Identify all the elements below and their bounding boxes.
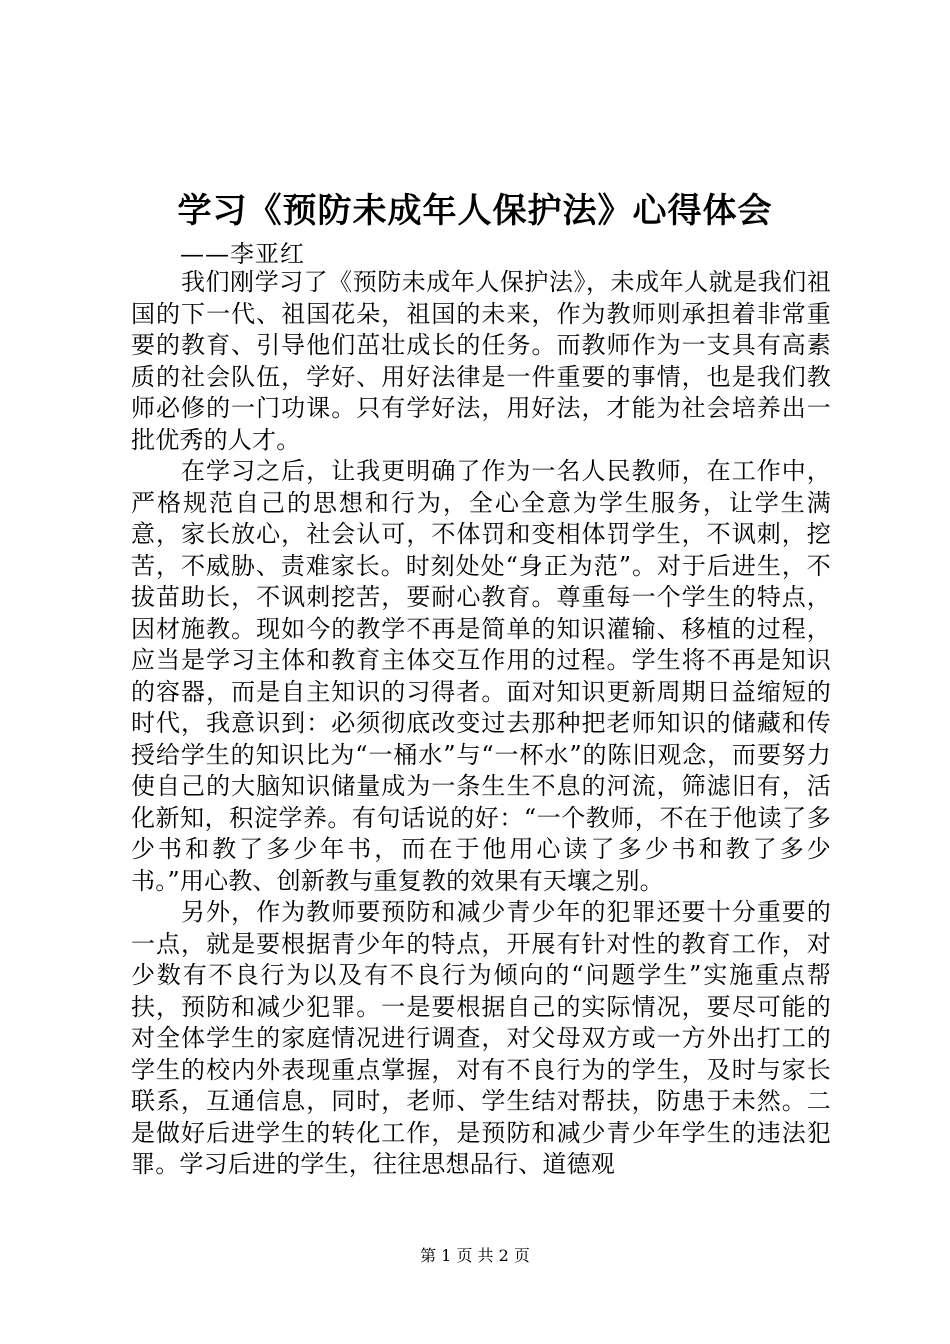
paragraph-2: 在学习之后，让我更明确了作为一名人民教师，在工作中，严格规范自己的思想和行为，全心全意为学生服务，让学生满意，家长放心，社会认可，不体罚和变相体罚学生，不讽刺，挖苦，不威胁、责难家长。时刻处处“身正为范”。对于后进生，不拔苗助长，不讽刺挖苦，要耐心教育。尊重每一个学生的特点，因材施教。现如今的教学不再是简单的知识灌输、移植的过程，应当是学习主体和教育主体交互作用的过程。学生将不再是知识的容器，而是自主知识的习得者。面对知识更新周期日益缩短的时代，我意识到：必须彻底改变过去那种把老师知识的储藏和传授给学生的知识比为“一桶水”与“一杯水”的陈旧观念，而要努力使自己的大脑知识储量成为一条生生不息的河流，筛滤旧有，活化新知，积淀学养。有句话说的好：“一个教师，不在于他读了多少书和教了多少年书，而在于他用心读了多少书和教了多少书。”用心教、创新教与重复教的效果有天壤之别。 (131, 457, 831, 895)
document-author: ——李亚红 (180, 240, 305, 268)
paragraph-3: 另外，作为教师要预防和减少青少年的犯罪还要十分重要的一点，就是要根据青少年的特点，开展有针对性的教育工作，对少数有不良行为以及有不良行为倾向的“问题学生”实施重点帮扶，预防和减少犯罪。一是要根据自己的实际情况，要尽可能的对全体学生的家庭情况进行调查，对父母双方或一方外出打工的学生的校内外表现重点掌握，对有不良行为的学生，及时与家长联系，互通信息，同时，老师、学生结对帮扶，防患于未然。二是做好后进学生的转化工作，是预防和减少青少年学生的违法犯罪。学习后进的学生，往往思想品行、道德观 (131, 898, 831, 1178)
document-body (131, 267, 831, 1181)
paragraph-1: 我们刚学习了《预防未成年人保护法》，未成年人就是我们祖国的下一代、祖国花朵，祖国的未来，作为教师则承担着非常重要的教育、引导他们茁壮成长的任务。而教师作为一支具有高素质的社会队伍，学好、用好法律是一件重要的事情，也是我们教师必修的一门功课。只有学好法，用好法，才能为社会培养出一批优秀的人才。 (131, 268, 831, 454)
document-title: 学习《预防未成年人保护法》心得体会 (177, 191, 773, 231)
page-footer: 第 1 页 共 2 页 (420, 1246, 530, 1265)
